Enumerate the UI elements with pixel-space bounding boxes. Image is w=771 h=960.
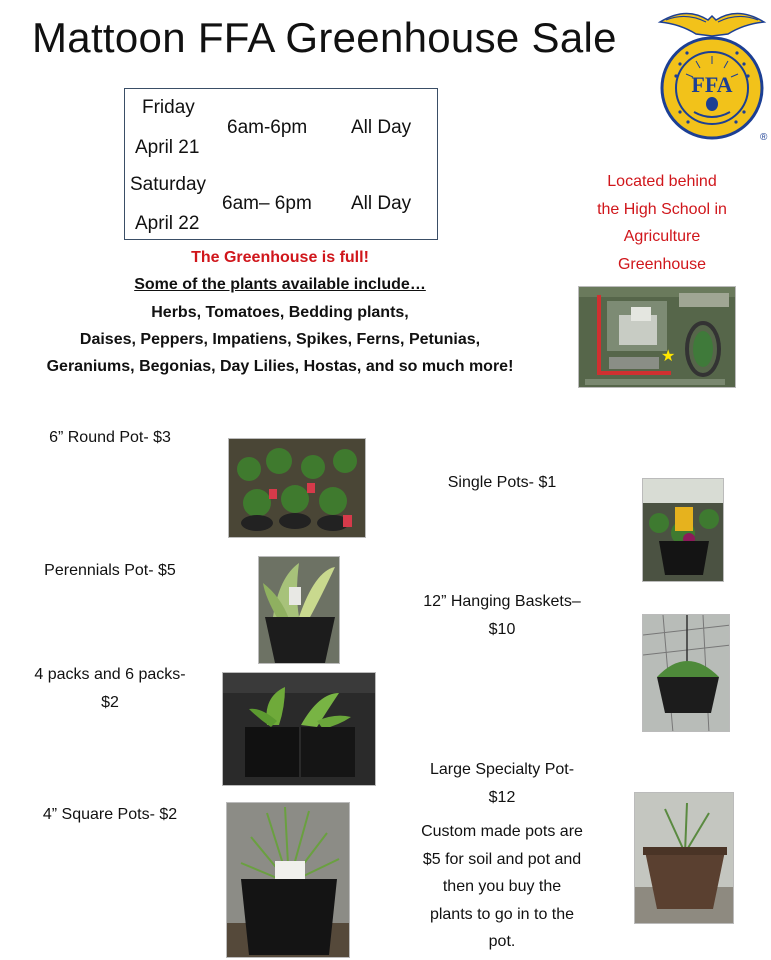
schedule-day-2: Saturday [130,174,207,195]
custom-line-1: Custom made pots are [421,823,583,840]
large-specialty-pot-photo [634,792,734,924]
price-round-pot: 6” Round Pot- $3 [49,429,171,446]
schedule-note-2: All Day [351,193,412,214]
price-packs-line-1: 4 packs and 6 packs- [34,666,186,683]
plants-intro: Some of the plants available include… [134,276,426,293]
price-perennials: Perennials Pot- $5 [44,562,176,579]
svg-text:FFA: FFA [691,72,733,97]
price-packs-line-2: $2 [101,694,119,711]
schedule-box [124,88,438,240]
location-line-3: Agriculture [623,228,701,245]
location-text [578,168,746,278]
location-map-image [578,286,736,388]
location-line-2: the High School in [597,200,727,218]
price-hanging-line-2: $10 [488,621,516,638]
round-pot-photo [228,438,366,538]
custom-line-2: $5 for soil and pot and [422,850,582,868]
price-single: Single Pots- $1 [447,474,557,491]
schedule-note-1: All Day [351,117,412,138]
single-pot-photo [642,478,724,582]
schedule-day-1: Friday [142,97,195,118]
location-star-icon: ★ [661,348,676,365]
greenhouse-full-text: The Greenhouse is full! [191,249,369,266]
plants-line-1: Herbs, Tomatoes, Bedding plants, [151,304,409,321]
ffa-emblem-icon [656,6,768,146]
custom-pots-text [394,818,610,956]
location-line-1: Located behind [607,173,717,190]
price-large-line-1: Large Specialty Pot- [429,761,575,778]
plants-line-3: Geraniums, Begonias, Day Lilies, Hostas, and so much more! [46,358,514,375]
schedule-hours-1: 6am-6pm [227,117,308,138]
price-hanging-line-1: 12” Hanging Baskets– [423,593,581,610]
perennials-photo [258,556,340,664]
location-line-4: Greenhouse [617,255,707,273]
square-pot-photo [226,802,350,958]
plants-line-2: Daises, Peppers, Impatiens, Spikes, Ferns, Petunias, [79,331,481,348]
schedule-date-1: April 21 [135,137,200,158]
svg-text:®: ® [760,132,768,143]
schedule-hours-2: 6am– 6pm [222,193,312,214]
custom-line-4: plants to go in to the [429,905,575,923]
packs-photo [222,672,376,786]
hanging-basket-photo [642,614,730,732]
custom-line-5: pot. [488,933,516,950]
schedule-date-2: April 22 [135,213,200,234]
price-square: 4” Square Pots- $2 [42,806,178,823]
custom-line-3: then you buy the [442,878,562,895]
page-title: Mattoon FFA Greenhouse Sale [32,14,617,61]
price-large-line-2: $12 [488,789,516,806]
